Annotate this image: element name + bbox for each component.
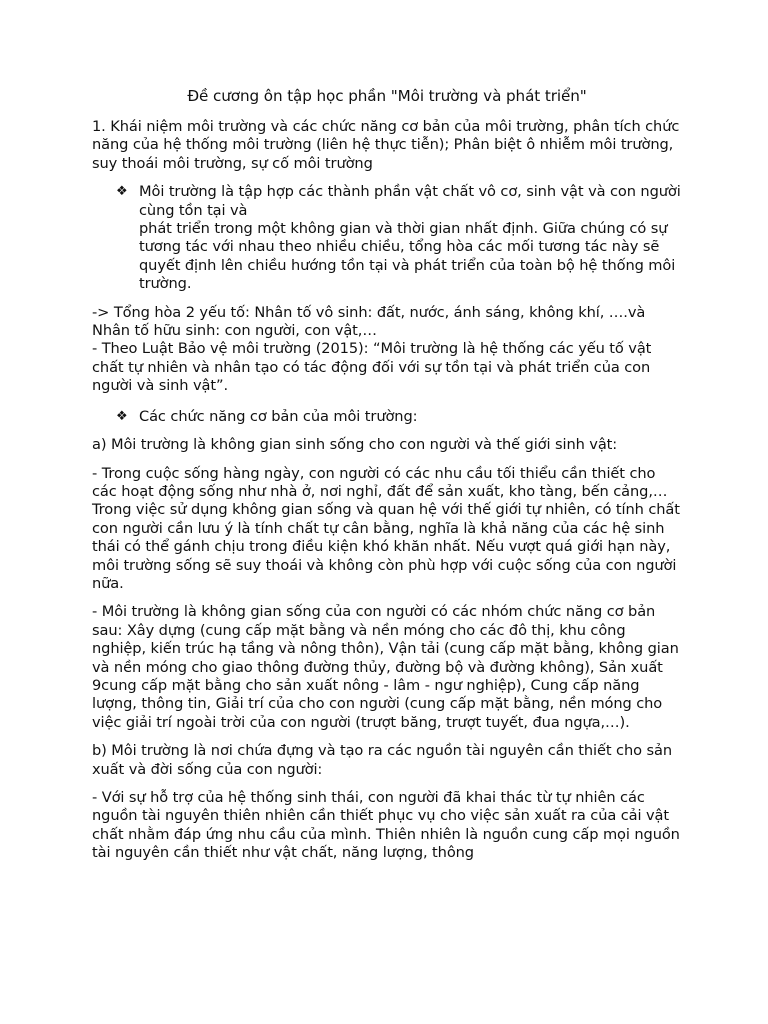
bullet-text: Các chức năng cơ bản của môi trường: (139, 407, 418, 425)
question-1: 1. Khái niệm môi trường và các chức năng cơ bản của môi trường, phân tích chức năng của hệ thống môi trường (liên hệ thực tiễn); Phân biệt ô nhiễm môi trường, suy thoái môi trường, sự cố môi trường (92, 118, 680, 172)
document-page (92, 86, 682, 873)
paragraph-luat-bvmt: - Theo Luật Bảo vệ môi trường (2015): “Môi trường là hệ thống các yếu tố vật chất tự nhiên và nhân tạo có tác động đối với sự tồn tại và phát triển của con người và sinh vật”. (92, 340, 652, 395)
section-b-heading: b) Môi trường là nơi chứa đựng và tạo ra các nguồn tài nguyên cần thiết cho sản xuất và đời sống của con người: (92, 742, 672, 778)
paragraph-tong-hoa: -> Tổng hòa 2 yếu tố: Nhân tố vô sinh: đất, nước, ánh sáng, không khí, ….và Nhân tố hữu sinh: con người, con vật,… (92, 303, 646, 340)
bullet-text-line-1: Môi trường là tập hợp các thành phần vật chất vô cơ, sinh vật và con người cùng tồn tại và (139, 183, 681, 219)
section-a-heading: a) Môi trường là không gian sinh sống cho con người và thế giới sinh vật: (92, 436, 618, 454)
section-a-paragraph-2: - Môi trường là không gian sống của con người có các nhóm chức năng cơ bản sau: Xây dựng (cung cấp mặt bằng và nền móng cho các đô thị, khu công nghiệp, kiến trúc hạ tầng và nông thôn), Vận tải (cung cấp mặt bằng, không gian và nền móng cho giao thông đường thủy, đường bộ và đường không), Sản xuất 9cung cấp mặt bằng cho sản xuất nông - lâm - ngư nghiệp), Cung cấp năng lượng, thông tin, Giải trí của cho con người (cung cấp mặt bằng, nền móng cho việc giải trí ngoài trời của con người (trượt băng, trượt tuyết, đua ngựa,…). (92, 603, 679, 731)
bullet-text-line-2: phát triển trong một không gian và thời gian nhất định. Giữa chúng có sự tương tác với nhau theo nhiều chiều, tổng hòa các mối tương tác này sẽ quyết định lên chiều hướng tồn tại và phát triển của toàn bộ hệ thống môi trường. (139, 220, 676, 293)
definition-block (92, 304, 682, 396)
section-a-paragraph-1: - Trong cuộc sống hàng ngày, con người có các nhu cầu tối thiểu cần thiết cho các hoạt động sống như nhà ở, nơi nghỉ, đất để sản xuất, kho tàng, bến cảng,… Trong việc sử dụng không gian sống và quan hệ với thế giới tự nhiên, có tính chất con người cần lưu ý là tính chất tự cân bằng, nghĩa là khả năng của các hệ sinh thái có thể gánh chịu trong điều kiện khó khăn nhất. Nếu vượt quá giới hạn này, môi trường sống sẽ suy thoái và không còn phù hợp với cuộc sống của con người nữa. (92, 464, 680, 592)
diamond-bullet-icon: ❖ (116, 184, 128, 200)
document-title: Đề cương ôn tập học phần "Môi trường và phát triển" (187, 87, 587, 105)
bullet-item-definition (92, 183, 682, 293)
section-b-paragraph-1: - Với sự hỗ trợ của hệ thống sinh thái, con người đã khai thác từ tự nhiên các nguồn tài nguyên thiên nhiên cần thiết phục vụ cho việc sản xuất ra của cải vật chất nhằm đáp ứng nhu cầu của mình. Thiên nhiên là nguồn cung cấp mọi nguồn tài nguyên cần thiết như vật chất, năng lượng, thông (92, 789, 680, 862)
bullet-item-functions (92, 408, 682, 426)
diamond-bullet-icon: ❖ (116, 408, 128, 424)
